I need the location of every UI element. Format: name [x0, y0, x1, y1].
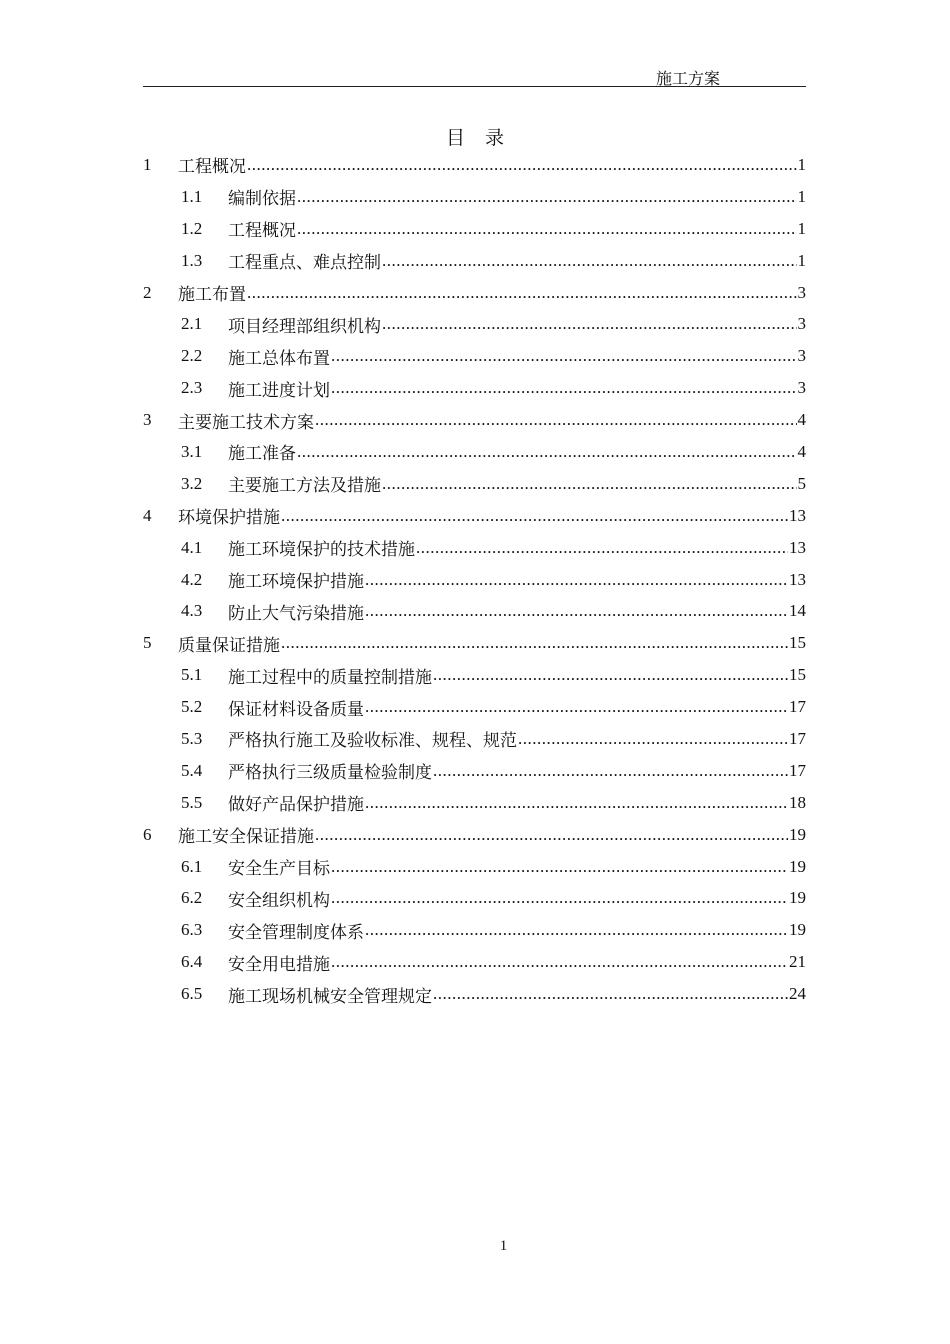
dot-leader	[331, 346, 797, 366]
toc-entry-label: 安全管理制度体系	[228, 922, 364, 942]
toc-entry-section[interactable]	[143, 532, 806, 564]
toc-entry-section[interactable]	[143, 914, 806, 946]
toc-entry-number: 3.2	[181, 473, 203, 493]
toc-entry-section[interactable]	[143, 691, 806, 723]
toc-entry-label: 严格执行三级质量检验制度	[228, 763, 432, 783]
toc-entry-label: 质量保证措施	[178, 635, 280, 655]
toc-entry-page: 13	[789, 537, 806, 557]
toc-entry-label: 施工总体布置	[228, 348, 330, 368]
toc-entry-page: 17	[789, 728, 806, 748]
dot-leader	[315, 825, 788, 845]
toc-entry-number: 6.4	[181, 952, 203, 972]
toc-entry-number: 1.2	[181, 218, 203, 238]
toc-entry-page: 1	[797, 250, 806, 270]
toc-entry-chapter[interactable]	[143, 627, 806, 659]
toc-entry-label: 施工过程中的质量控制措施	[228, 667, 432, 687]
toc-entry-chapter[interactable]	[143, 404, 806, 436]
toc-entry-page: 13	[789, 505, 806, 525]
toc-entry-section[interactable]	[143, 436, 806, 468]
page-number: 1	[499, 1238, 508, 1254]
toc-entry-number: 3	[143, 410, 152, 430]
toc-entry-section[interactable]	[143, 787, 806, 819]
running-header-title: 施工方案	[656, 71, 721, 88]
toc-entry-label: 项目经理部组织机构	[228, 316, 381, 336]
toc-entry-label: 工程概况	[228, 221, 296, 241]
toc-entry-label: 施工环境保护措施	[228, 572, 364, 592]
toc-entry-section[interactable]	[143, 946, 806, 978]
dot-leader	[433, 665, 788, 685]
toc-entry-number: 4	[143, 505, 152, 525]
toc-entry-section[interactable]	[143, 181, 806, 213]
toc-entry-chapter[interactable]	[143, 277, 806, 309]
dot-leader	[433, 984, 788, 1004]
toc-entry-page: 3	[797, 346, 806, 366]
toc-entry-number: 6.3	[181, 920, 203, 940]
toc-entry-number: 5.3	[181, 728, 203, 748]
toc-entry-label: 主要施工方法及措施	[228, 476, 381, 496]
header-rule	[143, 86, 806, 87]
toc-entry-page: 19	[789, 920, 806, 940]
dot-leader	[281, 633, 788, 653]
toc-entry-label: 施工布置	[178, 285, 246, 304]
toc-entry-number: 2.3	[181, 378, 203, 398]
toc-entry-label: 做好产品保护措施	[228, 795, 364, 815]
toc-entry-page: 13	[789, 569, 806, 589]
toc-entry-number: 4.3	[181, 601, 203, 621]
toc-entry-label: 安全组织机构	[228, 890, 330, 910]
dot-leader	[382, 251, 797, 271]
toc-entry-section[interactable]	[143, 308, 806, 340]
toc-entry-section[interactable]	[143, 882, 806, 914]
toc-entry-label: 施工现场机械安全管理规定	[228, 986, 432, 1006]
dot-leader	[297, 219, 797, 239]
dot-leader	[331, 952, 788, 972]
toc-entry-section[interactable]	[143, 245, 806, 277]
toc-entry-section[interactable]	[143, 659, 806, 691]
toc-entry-number: 1.1	[181, 186, 203, 206]
toc-entry-chapter[interactable]	[143, 500, 806, 532]
toc-entry-label: 防止大气污染措施	[228, 603, 364, 623]
toc-entry-section[interactable]	[143, 723, 806, 755]
dot-leader	[247, 283, 797, 303]
toc-entry-section[interactable]	[143, 372, 806, 404]
dot-leader	[382, 314, 797, 334]
toc-entry-page: 14	[789, 601, 806, 621]
toc-entry-chapter[interactable]	[143, 149, 806, 181]
toc-entry-page: 21	[789, 952, 806, 972]
dot-leader	[281, 506, 788, 526]
table-of-contents	[143, 149, 806, 1010]
toc-entry-page: 1	[797, 154, 806, 174]
toc-entry-page: 3	[797, 314, 806, 334]
toc-entry-label: 环境保护措施	[178, 508, 280, 528]
toc-entry-number: 6.2	[181, 888, 203, 908]
toc-entry-page: 1	[797, 186, 806, 206]
toc-entry-number: 6	[143, 824, 152, 844]
dot-leader	[297, 187, 797, 207]
toc-entry-label: 工程重点、难点控制	[228, 253, 381, 273]
toc-entry-page: 15	[789, 665, 806, 685]
toc-entry-number: 5	[143, 633, 152, 653]
dot-leader	[331, 378, 797, 398]
toc-entry-section[interactable]	[143, 978, 806, 1010]
toc-entry-section[interactable]	[143, 851, 806, 883]
toc-entry-number: 5.1	[181, 665, 203, 685]
toc-entry-page: 3	[797, 282, 806, 302]
dot-leader	[247, 155, 797, 175]
toc-entry-number: 4.1	[181, 537, 203, 557]
dot-leader	[416, 538, 788, 558]
toc-entry-page: 17	[789, 697, 806, 717]
toc-entry-page: 24	[789, 984, 806, 1004]
toc-entry-label: 保证材料设备质量	[228, 699, 364, 719]
toc-entry-page: 5	[797, 473, 806, 493]
toc-entry-label: 施工进度计划	[228, 380, 330, 400]
dot-leader	[365, 697, 788, 717]
toc-entry-page: 17	[789, 760, 806, 780]
toc-entry-page: 15	[789, 633, 806, 653]
toc-entry-page: 19	[789, 888, 806, 908]
toc-entry-section[interactable]	[143, 213, 806, 245]
toc-entry-label: 施工环境保护的技术措施	[228, 540, 415, 560]
toc-title: 目录	[445, 128, 524, 149]
dot-leader	[365, 920, 788, 940]
toc-entry-number: 6.5	[181, 984, 203, 1004]
toc-entry-number: 2.2	[181, 346, 203, 366]
dot-leader	[365, 601, 788, 621]
toc-entry-page: 1	[797, 218, 806, 238]
toc-entry-section[interactable]	[143, 595, 806, 627]
toc-entry-page: 3	[797, 378, 806, 398]
dot-leader	[365, 793, 788, 813]
toc-entry-number: 3.1	[181, 441, 203, 461]
dot-leader	[365, 570, 788, 590]
toc-entry-number: 5.2	[181, 697, 203, 717]
toc-entry-number: 2.1	[181, 314, 203, 334]
toc-entry-section[interactable]	[143, 755, 806, 787]
toc-entry-number: 6.1	[181, 856, 203, 876]
dot-leader	[518, 729, 788, 749]
toc-entry-section[interactable]	[143, 340, 806, 372]
toc-entry-page: 4	[797, 410, 806, 430]
toc-entry-label: 施工准备	[228, 444, 296, 464]
toc-entry-number: 2	[143, 282, 152, 302]
toc-entry-label: 主要施工技术方案	[178, 412, 314, 432]
dot-leader	[331, 857, 788, 877]
toc-entry-chapter[interactable]	[143, 819, 806, 851]
toc-entry-number: 4.2	[181, 569, 203, 589]
toc-entry-number: 5.5	[181, 792, 203, 812]
dot-leader	[315, 410, 797, 430]
toc-entry-label: 安全生产目标	[228, 859, 330, 879]
toc-entry-page: 4	[797, 441, 806, 461]
toc-entry-label: 施工安全保证措施	[178, 827, 314, 847]
toc-entry-number: 1.3	[181, 250, 203, 270]
toc-entry-number: 1	[143, 154, 152, 174]
toc-entry-label: 编制依据	[228, 189, 296, 209]
toc-entry-section[interactable]	[143, 564, 806, 596]
toc-entry-section[interactable]	[143, 468, 806, 500]
dot-leader	[297, 442, 797, 462]
toc-entry-page: 19	[789, 856, 806, 876]
dot-leader	[433, 761, 788, 781]
toc-entry-number: 5.4	[181, 760, 203, 780]
dot-leader	[331, 888, 788, 908]
toc-entry-page: 19	[789, 824, 806, 844]
toc-entry-page: 18	[789, 792, 806, 812]
toc-entry-label: 安全用电措施	[228, 954, 330, 974]
toc-entry-label: 严格执行施工及验收标准、规程、规范	[228, 731, 517, 751]
toc-entry-label: 工程概况	[178, 157, 246, 177]
dot-leader	[382, 474, 797, 494]
